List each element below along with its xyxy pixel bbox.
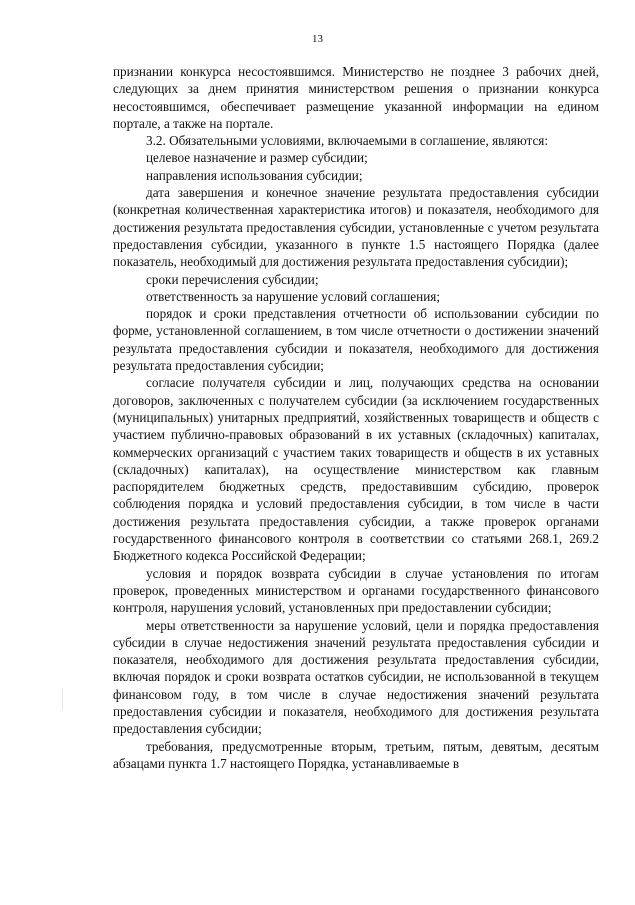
paragraph: 3.2. Обязательными условиями, включаемыми в соглашение, являются:: [146, 133, 549, 149]
page-number: 13: [312, 33, 323, 45]
paragraph: порядок и сроки представления отчетности об использовании субсидии по форме, установленной соглашением, в том числе отчетности о достижении значений результата предоставления субсидии и показателя, необходимого для достижения результата предоставления субсидии;: [113, 306, 599, 374]
paragraph: признании конкурса несостоявшимся. Министерство не позднее 3 рабочих дней, следующих за днем принятия министерством решения о признании конкурса несостоявшимся, обеспечивает размещение указанной информации на едином портале, а также на портале.: [113, 64, 599, 131]
paragraph: меры ответственности за нарушение условий, цели и порядка предоставления субсидии в случае недостижения значений результата предоставления субсидии и показателя, необходимого для достижения результата предоставления субсидии, включая порядок и сроки возврата остатков субсидии, не использованной в текущем финансовом году, в том числе в случае недостижения значений результата предоставления субсидии и показателя, необходимого для достижения результата предоставления субсидии;: [113, 617, 599, 737]
document-body: [113, 63, 599, 772]
paragraph: сроки перечисления субсидии;: [146, 271, 319, 287]
paragraph: направления использования субсидии;: [146, 167, 363, 183]
paragraph: ответственность за нарушение условий соглашения;: [146, 288, 440, 304]
paragraph: условия и порядок возврата субсидии в случае установления по итогам проверок, проведенных министерством и органами государственного финансового контроля, нарушения условий, установленных при предоставлении субсидии;: [113, 565, 599, 616]
paragraph: требования, предусмотренные вторым, третьим, пятым, девятым, десятым абзацами пункта 1.7 настоящего Порядка, устанавливаемые в: [113, 738, 599, 771]
paragraph: согласие получателя субсидии и лиц, получающих средства на основании договоров, заключенных с получателем субсидии (за исключением государственных (муниципальных) унитарных предприятий, хозяйственных товариществ и обществ с участием публично-правовых образований в их уставных (складочных) капиталах, коммерческих организаций с участием таких товариществ и обществ в их уставных (складочных) капиталах), на осуществление министерством как главным распорядителем бюджетных средств, предоставившим субсидию, проверок соблюдения порядка и условий предоставления субсидии, в том числе в части достижения результата предоставления субсидии, а также проверок органами государственного финансового контроля в соответствии со статьями 268.1, 269.2 Бюджетного кодекса Российской Федерации;: [113, 375, 599, 564]
paragraph: дата завершения и конечное значение результата предоставления субсидии (конкретная количественная характеристика итогов) и показателя, необходимого для достижения результата предоставления субсидии, установленные с учетом результата предоставления субсидии, указанного в пункте 1.5 настоящего Порядка (далее показатель, необходимый для достижения результата предоставления субсидии);: [113, 185, 599, 270]
paragraph: целевое назначение и размер субсидии;: [146, 150, 368, 166]
scan-margin-mark: [62, 688, 63, 710]
